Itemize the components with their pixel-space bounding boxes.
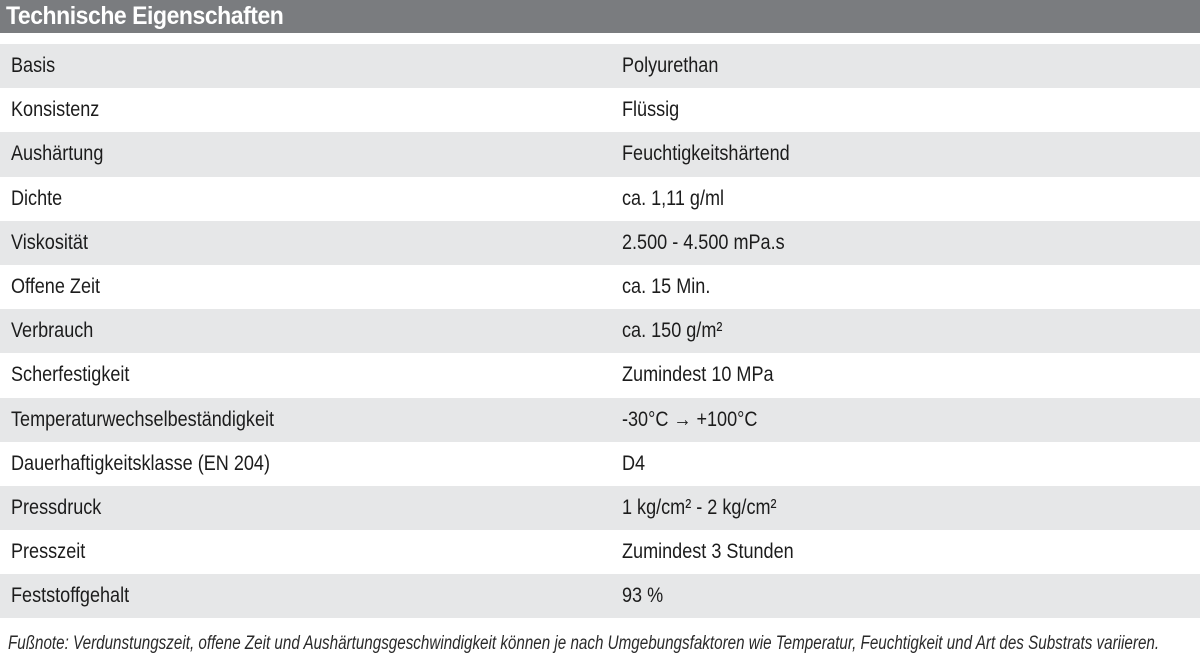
row-value: ca. 1,11 g/ml	[622, 186, 725, 210]
row-value: ca. 150 g/m²	[622, 319, 723, 343]
row-value: 2.500 - 4.500 mPa.s	[622, 230, 785, 254]
table-row-konsistenz	[0, 88, 1200, 132]
table-row-dichte	[0, 177, 1200, 221]
row-value: ca. 15 Min.	[622, 275, 711, 299]
row-value: Flüssig	[622, 98, 680, 122]
table-row-offene-zeit	[0, 265, 1200, 309]
row-label: Feststoffgehalt	[11, 584, 130, 608]
row-value: Zumindest 10 MPa	[622, 363, 774, 387]
table-row-verbrauch	[0, 309, 1200, 353]
row-label: Temperaturwechselbeständigkeit	[11, 407, 275, 431]
table-row-aushaertung	[0, 132, 1200, 176]
row-value: D4	[622, 451, 646, 475]
section-title: Technische Eigenschaften	[6, 2, 284, 30]
footnote: Fußnote: Verdunstungszeit, offene Zeit und Aushärtungsgeschwindigkeit können je nach Umgebungsfaktoren wie Temperatur, Feuchtigkeit und Art des Substrats variieren.	[8, 633, 1160, 654]
table-row-viskositaet	[0, 221, 1200, 265]
table-row-dauerhaftigkeitsklasse	[0, 442, 1200, 486]
row-label: Scherfestigkeit	[11, 363, 130, 387]
row-label: Dichte	[11, 186, 63, 210]
table-row-pressdruck	[0, 486, 1200, 530]
row-label: Aushärtung	[11, 142, 104, 166]
row-label: Presszeit	[11, 540, 86, 564]
table-row-feststoffgehalt	[0, 574, 1200, 618]
table-row-scherfestigkeit	[0, 353, 1200, 397]
row-label: Viskosität	[11, 230, 88, 254]
row-label: Offene Zeit	[11, 275, 101, 299]
row-value: Feuchtigkeitshärtend	[622, 142, 790, 166]
row-value: 1 kg/cm² - 2 kg/cm²	[622, 495, 777, 519]
row-value: Polyurethan	[622, 54, 719, 78]
row-label: Verbrauch	[11, 319, 94, 343]
row-label: Pressdruck	[11, 495, 102, 519]
table-row-presszeit	[0, 530, 1200, 574]
row-value: Zumindest 3 Stunden	[622, 540, 794, 564]
properties-table	[0, 44, 1200, 618]
table-row-basis	[0, 44, 1200, 88]
section-header	[0, 0, 1200, 33]
row-label: Dauerhaftigkeitsklasse (EN 204)	[11, 451, 270, 475]
row-label: Basis	[11, 54, 56, 78]
row-value: 93 %	[622, 584, 664, 608]
row-value: -30°C → +100°C	[622, 407, 758, 431]
row-label: Konsistenz	[11, 98, 100, 122]
table-row-temperaturwechselbestaendigkeit	[0, 398, 1200, 442]
